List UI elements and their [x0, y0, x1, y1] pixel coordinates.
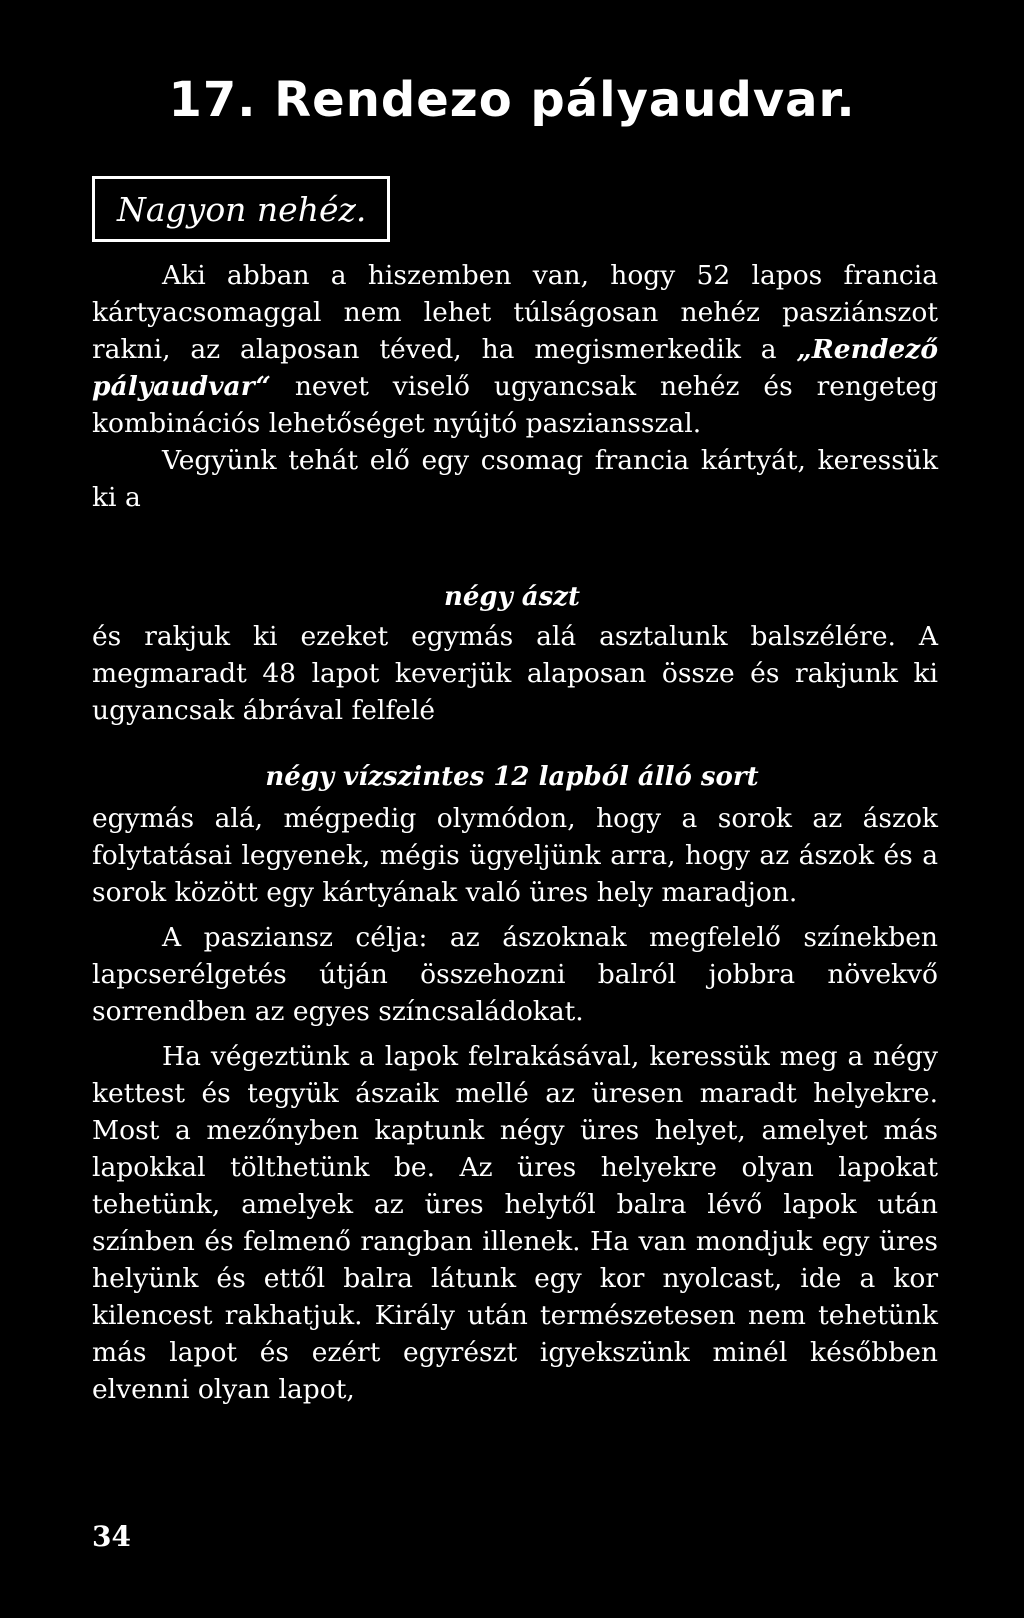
paragraph-intro-part-1: Aki abban a hiszemben van, hogy 52 lapos francia kártyacsomaggal nem lehet túlságosan nehéz pasziánszot rakni, az alaposan téved, ha megismerkedik a [92, 260, 938, 365]
page-title: 17. Rendezo pályaudvar. [168, 72, 856, 128]
intro-section [92, 257, 938, 516]
paragraph-intro-part-2: nevet viselő ugyancsak nehéz és rengeteg kombinációs lehetőséget nyújtó pasziansszal. [92, 371, 938, 439]
game-name-emphasis: „Rendező pályaudvar“ [92, 334, 938, 402]
difficulty-box [92, 176, 390, 242]
page-number: 34 [92, 1520, 131, 1553]
paragraph-intro [92, 257, 938, 442]
rules-section [92, 800, 938, 1408]
centered-phrase-rows: négy vízszintes 12 lapból álló sort [265, 762, 759, 792]
paragraph-setup: Vegyünk tehát elő egy csomag francia kártyát, keressük ki a [92, 445, 938, 513]
difficulty-label: Nagyon nehéz. [117, 190, 367, 229]
paragraph-play: Ha végeztünk a lapok felrakásával, keressük meg a négy kettest és tegyük ászaik mellé az üresen maradt helyekre. Most a mezőnyben kaptunk négy üres helyet, amelyet más lapokkal tölthetünk be. Az üres helyekre olyan lapokat tehetünk, amelyek az üres helytől balra lévő lapok után színben és felmenő rangban illenek. Ha van mondjuk egy üres helyünk és ettől balra látunk egy kor nyolcast, ide a kor kilencest rakhatjuk. Király után természetesen nem tehetünk más lapot és ezért egyrészt igyekszünk minél későbben elvenni olyan lapot, [92, 1041, 938, 1405]
paragraph-goal: A pasziansz célja: az ászoknak megfelelő színekben lapcserélgetés útján összehozni balról jobbra növekvő sorrendben az egyes színcsaládokat. [92, 922, 938, 1027]
centered-phrase-aces: négy ászt [443, 582, 581, 612]
paragraph-layout-text: és rakjuk ki ezeket egymás alá asztalunk balszélére. A megmaradt 48 lapot keverjük alaposan össze és rakjunk ki ugyancsak ábrával felfelé [92, 621, 938, 726]
paragraph-arrangement: egymás alá, mégpedig olymódon, hogy a sorok az ászok folytatásai legyenek, mégis ügyeljünk arra, hogy az ászok és a sorok között egy kártyának való üres hely maradjon. [92, 803, 938, 908]
paragraph-layout [92, 618, 938, 729]
